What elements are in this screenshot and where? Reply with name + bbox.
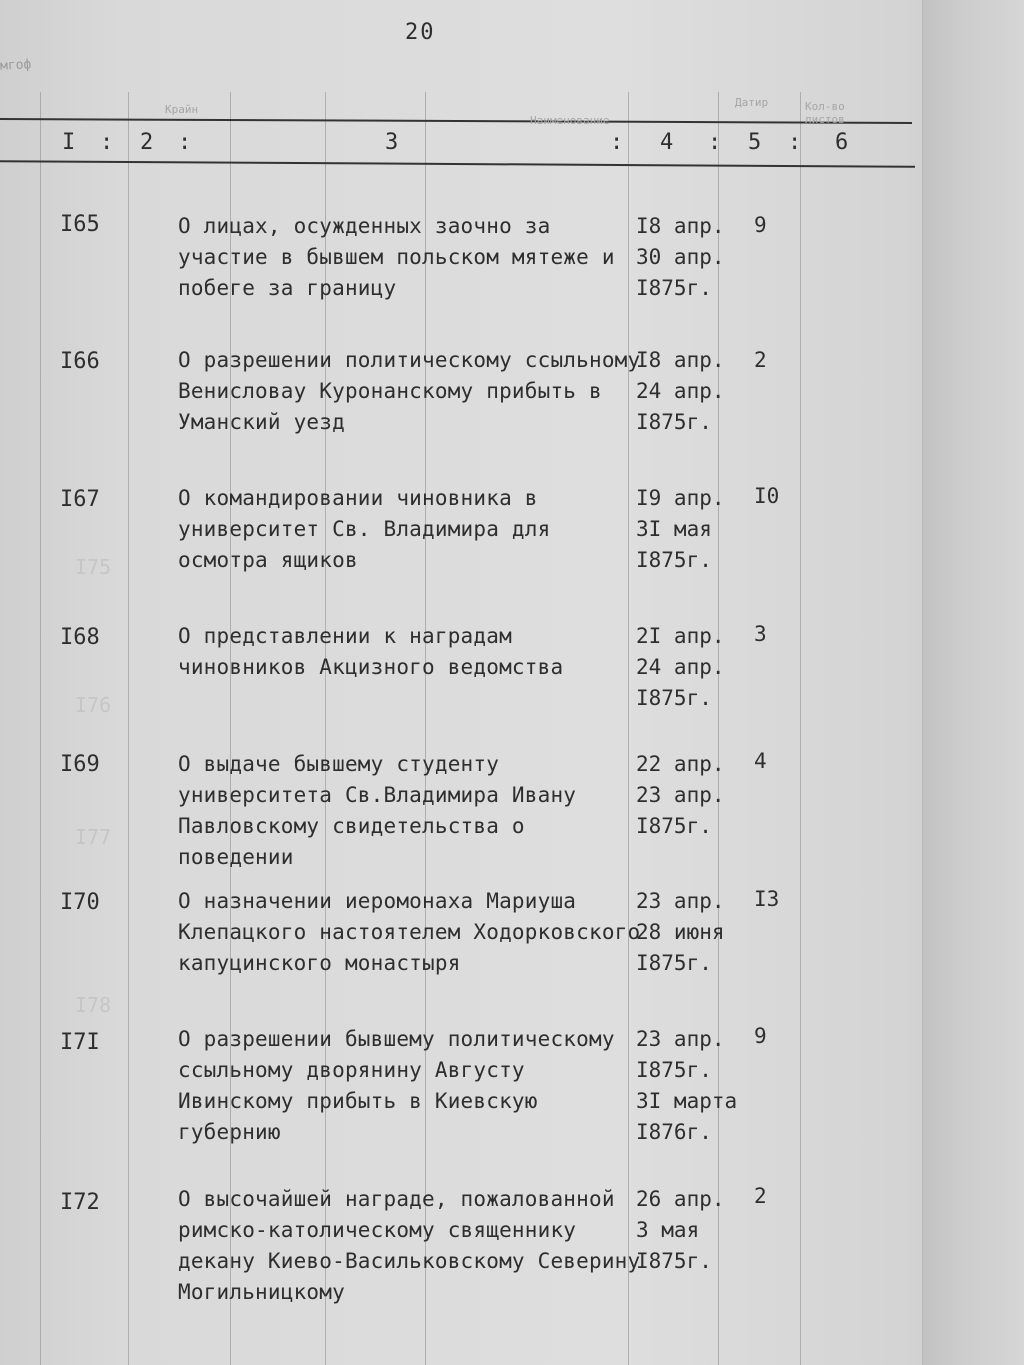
entry-description: О выдаче бывшему студенту университета Св.Владимира Ивану Павловскому свидетельства о поведении: [178, 752, 577, 869]
entry-number: I7I: [60, 1030, 100, 1055]
column-header-1: I: [62, 130, 76, 155]
faint-header-label: Датир: [735, 96, 769, 109]
bleed-through-text: I78: [75, 993, 112, 1017]
entry-sheet-count: I3: [754, 887, 780, 911]
entry-sheet-count: 4: [754, 749, 767, 773]
bleed-through-text: I77: [75, 825, 112, 849]
entry-number: I68: [60, 625, 100, 650]
entry-number: I70: [60, 890, 100, 915]
entry-sheet-count: 3: [754, 622, 767, 646]
entry-dates: 2I апр. 24 апр. I875г.: [636, 624, 725, 710]
column-rule: [800, 92, 801, 1365]
entry-description: О командировании чиновника в университет Св. Владимира для осмотра ящиков: [178, 486, 551, 572]
faint-header-label: Наименование: [530, 114, 610, 127]
entry-number: I67: [60, 487, 100, 512]
column-separator: :: [788, 130, 802, 155]
header-rule-bottom: [0, 160, 915, 168]
column-separator: :: [708, 130, 722, 155]
entry-description: О лицах, осужденных заочно за участие в бывшем польском мятеже и побеге за границу: [178, 214, 615, 300]
entry-dates: 22 апр. 23 апр. I875г.: [636, 752, 725, 838]
faint-header-label: Крайн: [165, 103, 199, 116]
entry-sheet-count: 9: [754, 1024, 767, 1048]
entry-dates: I8 апр. 24 апр. I875г.: [636, 348, 725, 434]
column-header-5: 5: [748, 130, 762, 155]
page-number: 20: [405, 20, 436, 45]
column-separator: :: [610, 130, 624, 155]
entry-description: О высочайшей награде, пожалованной римско-католическому священнику декану Киево-Васильковскому Северину Могильницкому: [178, 1187, 641, 1304]
entry-sheet-count: 2: [754, 348, 767, 372]
entry-sheet-count: 9: [754, 213, 767, 237]
entry-number: I69: [60, 752, 100, 777]
entry-dates: 26 апр. 3 мая I875г.: [636, 1187, 725, 1273]
column-header-3: 3: [385, 130, 399, 155]
column-header-2: 2: [140, 130, 154, 155]
bleed-through-text: I76: [75, 693, 112, 717]
entry-description: О представлении к наградам чиновников Акцизного ведомства: [178, 624, 564, 679]
faint-header-label: Кол-во листов: [805, 100, 845, 126]
entry-sheet-count: I0: [754, 484, 780, 508]
entry-dates: I9 апр. 3I мая I875г.: [636, 486, 725, 572]
header-rule-top: [0, 118, 912, 124]
entry-number: I72: [60, 1190, 100, 1215]
column-rule: [40, 92, 41, 1365]
column-header-4: 4: [660, 130, 674, 155]
entry-sheet-count: 2: [754, 1184, 767, 1208]
entry-description: О разрешении бывшему политическому ссыльному дворянину Августу Ивинскому прибыть в Киевскую губернию: [178, 1027, 615, 1144]
entry-number: I66: [60, 349, 100, 374]
bleed-through-text: I75: [75, 555, 112, 579]
entry-dates: 23 апр. I875г. 3I марта I876г.: [636, 1027, 738, 1144]
entry-description: О назначении иеромонаха Мариуша Клепацкого настоятелем Ходорковского капуцинского монастыря: [178, 889, 641, 975]
corner-mark: мгоф: [0, 57, 32, 74]
column-rule: [128, 92, 129, 1365]
entry-dates: I8 апр. 30 апр. I875г.: [636, 214, 725, 300]
column-separator: :: [178, 130, 192, 155]
entry-dates: 23 апр. 28 июня I875г.: [636, 889, 725, 975]
paper-edge: [922, 0, 1024, 1365]
entry-number: I65: [60, 212, 100, 237]
column-header-6: 6: [835, 130, 849, 155]
entry-description: О разрешении политическому ссыльному Венисловау Куронанскому прибыть в Уманский уезд: [178, 348, 641, 434]
column-separator: :: [100, 130, 114, 155]
